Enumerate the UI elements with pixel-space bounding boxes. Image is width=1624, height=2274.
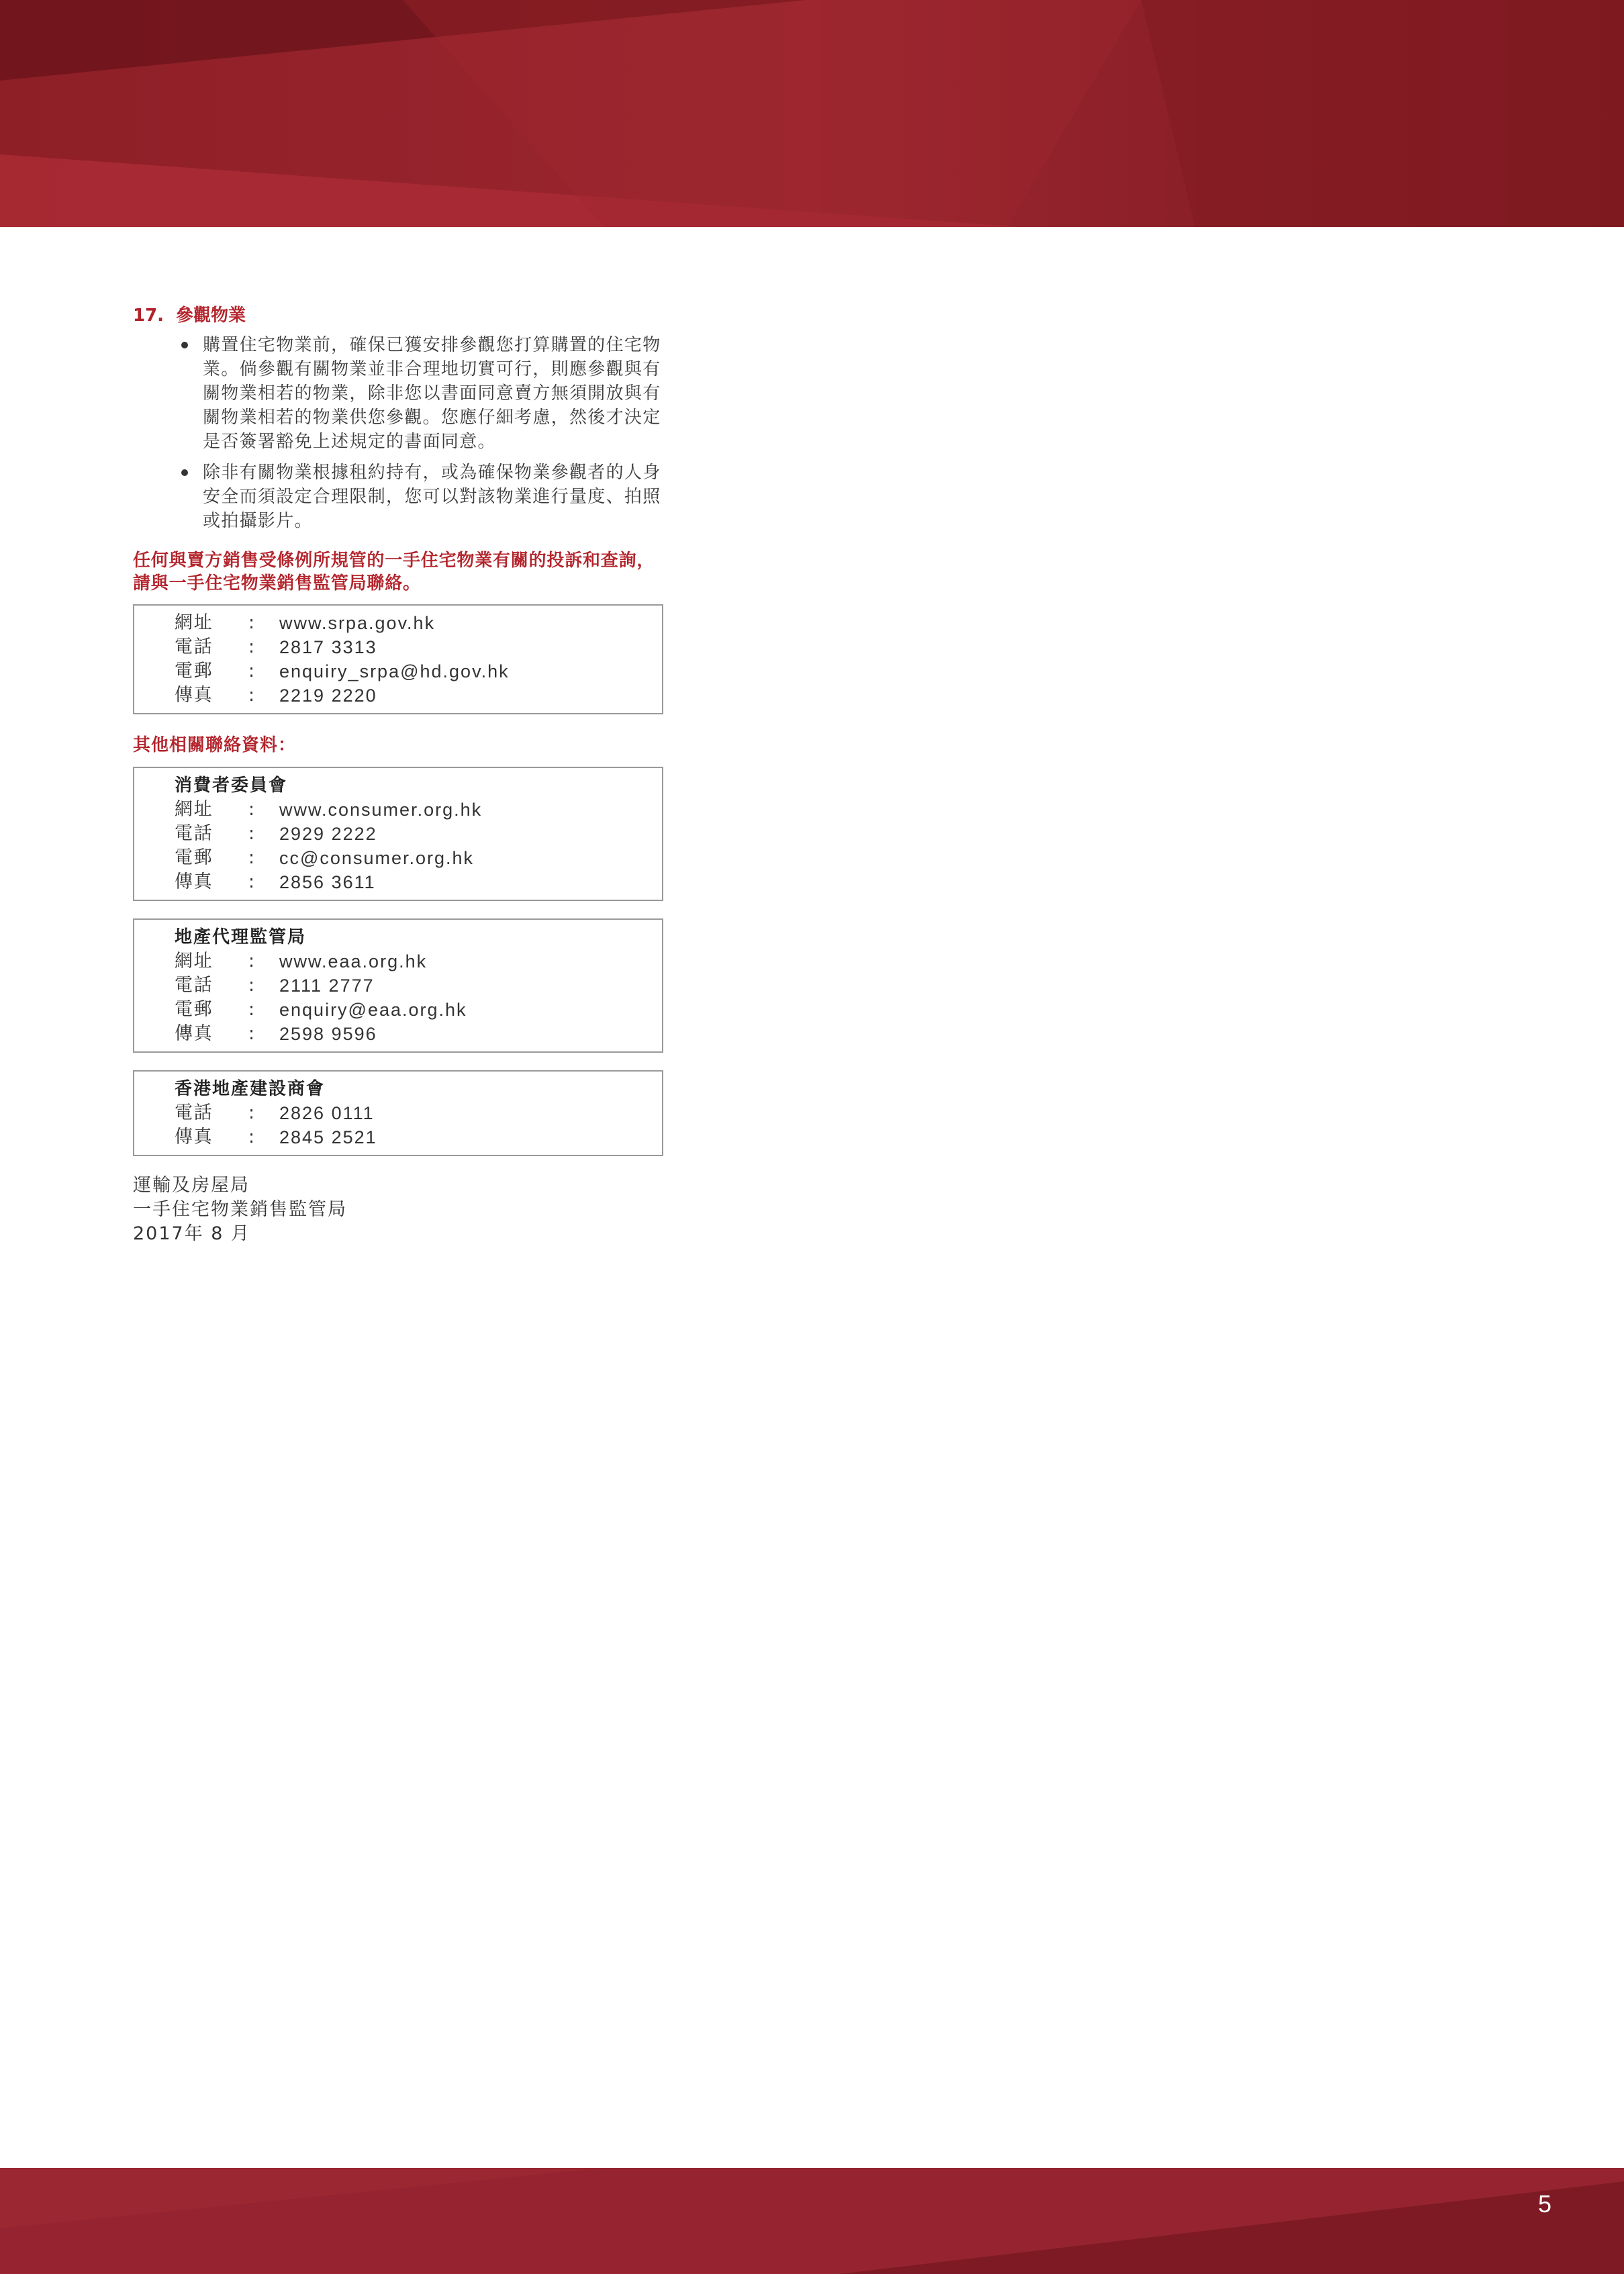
section-heading <box>133 301 663 330</box>
row-label: 網址 <box>175 612 213 633</box>
contact-row <box>175 1125 662 1149</box>
bottom-banner <box>0 2168 1624 2274</box>
row-separator: : <box>248 612 256 633</box>
row-separator: : <box>248 636 256 657</box>
bullet-list <box>133 333 663 533</box>
contact-row <box>175 611 662 635</box>
row-separator: : <box>248 823 256 844</box>
contact-row <box>175 949 662 974</box>
contact-row <box>175 798 662 822</box>
contact-row <box>175 822 662 846</box>
row-separator: : <box>248 847 256 868</box>
section-number: 17. <box>133 305 164 326</box>
list-item: 除非有關物業根據租約持有，或為確保物業參觀者的人身安全而須設定合理限制，您可以對該物業進行量度、拍照或拍攝影片。 <box>203 461 663 533</box>
email-link[interactable]: cc@consumer.org.hk <box>279 848 475 868</box>
contact-row <box>175 1022 662 1046</box>
row-label: 傳真 <box>175 685 213 706</box>
row-label: 電郵 <box>175 847 213 868</box>
redeca-box <box>133 1070 663 1156</box>
email-link[interactable]: enquiry_srpa@hd.gov.hk <box>279 661 510 681</box>
contact-row <box>175 870 662 894</box>
signoff <box>133 1174 663 1246</box>
row-label: 電話 <box>175 636 213 657</box>
consumer-council-box <box>133 767 663 901</box>
fax-value: 2856 3611 <box>279 872 376 892</box>
contact-row <box>175 1101 662 1125</box>
website-link[interactable]: www.consumer.org.hk <box>279 800 483 820</box>
row-separator: : <box>248 951 256 972</box>
row-label: 網址 <box>175 951 213 972</box>
phone-value: 2111 2777 <box>279 976 375 996</box>
section-title: 參觀物業 <box>176 305 246 326</box>
document-body <box>133 301 663 1246</box>
row-separator: : <box>248 975 256 996</box>
signoff-bureau: 運輸及房屋局 <box>133 1175 250 1196</box>
row-separator: : <box>248 1102 256 1123</box>
org-name: 消費者委員會 <box>175 775 288 796</box>
contact-row <box>175 635 662 659</box>
row-separator: : <box>248 661 256 681</box>
row-label: 網址 <box>175 799 213 820</box>
row-label: 電話 <box>175 975 213 996</box>
row-separator: : <box>248 871 256 892</box>
row-label: 傳真 <box>175 871 213 892</box>
row-label: 電郵 <box>175 661 213 681</box>
top-banner <box>0 0 1624 227</box>
page-number: 5 <box>1537 2190 1551 2218</box>
org-name: 香港地產建設商會 <box>175 1079 326 1099</box>
website-link[interactable]: www.eaa.org.hk <box>279 951 428 972</box>
complaint-note: 任何與賣方銷售受條例所規管的一手住宅物業有關的投訴和查詢，請與一手住宅物業銷售監管局聯絡。 <box>133 551 655 594</box>
contact-row <box>175 974 662 998</box>
signoff-date: 2017年 8 月 <box>133 1223 251 1244</box>
row-separator: : <box>248 799 256 820</box>
fax-value: 2219 2220 <box>279 685 377 706</box>
row-label: 傳真 <box>175 1127 213 1147</box>
contact-row <box>175 998 662 1022</box>
org-name: 地產代理監管局 <box>175 927 307 947</box>
fax-value: 2598 9596 <box>279 1024 377 1044</box>
list-item: 購置住宅物業前，確保已獲安排參觀您打算購置的住宅物業。倘參觀有關物業並非合理地切實可行，則應參觀與有關物業相若的物業，除非您以書面同意賣方無須開放與有關物業相若的物業供您參觀。您應仔細考慮，然後才決定是否簽署豁免上述規定的書面同意。 <box>203 333 663 454</box>
estate-agents-authority-box <box>133 918 663 1053</box>
row-label: 電話 <box>175 823 213 844</box>
website-link[interactable]: www.srpa.gov.hk <box>279 613 436 633</box>
phone-value: 2817 3313 <box>279 637 377 657</box>
contact-row <box>175 846 662 870</box>
row-separator: : <box>248 1127 256 1147</box>
other-contacts-heading: 其他相關聯絡資料： <box>133 735 297 755</box>
contact-row <box>175 659 662 683</box>
email-link[interactable]: enquiry@eaa.org.hk <box>279 1000 467 1020</box>
srpa-contact-box <box>133 604 663 714</box>
row-label: 電郵 <box>175 999 213 1020</box>
fax-value: 2845 2521 <box>279 1127 377 1147</box>
row-label: 電話 <box>175 1102 213 1123</box>
contact-row <box>175 683 662 708</box>
row-separator: : <box>248 999 256 1020</box>
row-separator: : <box>248 685 256 706</box>
phone-value: 2929 2222 <box>279 824 377 844</box>
row-separator: : <box>248 1023 256 1044</box>
signoff-authority: 一手住宅物業銷售監管局 <box>133 1199 347 1220</box>
row-label: 傳真 <box>175 1023 213 1044</box>
phone-value: 2826 0111 <box>279 1103 375 1123</box>
